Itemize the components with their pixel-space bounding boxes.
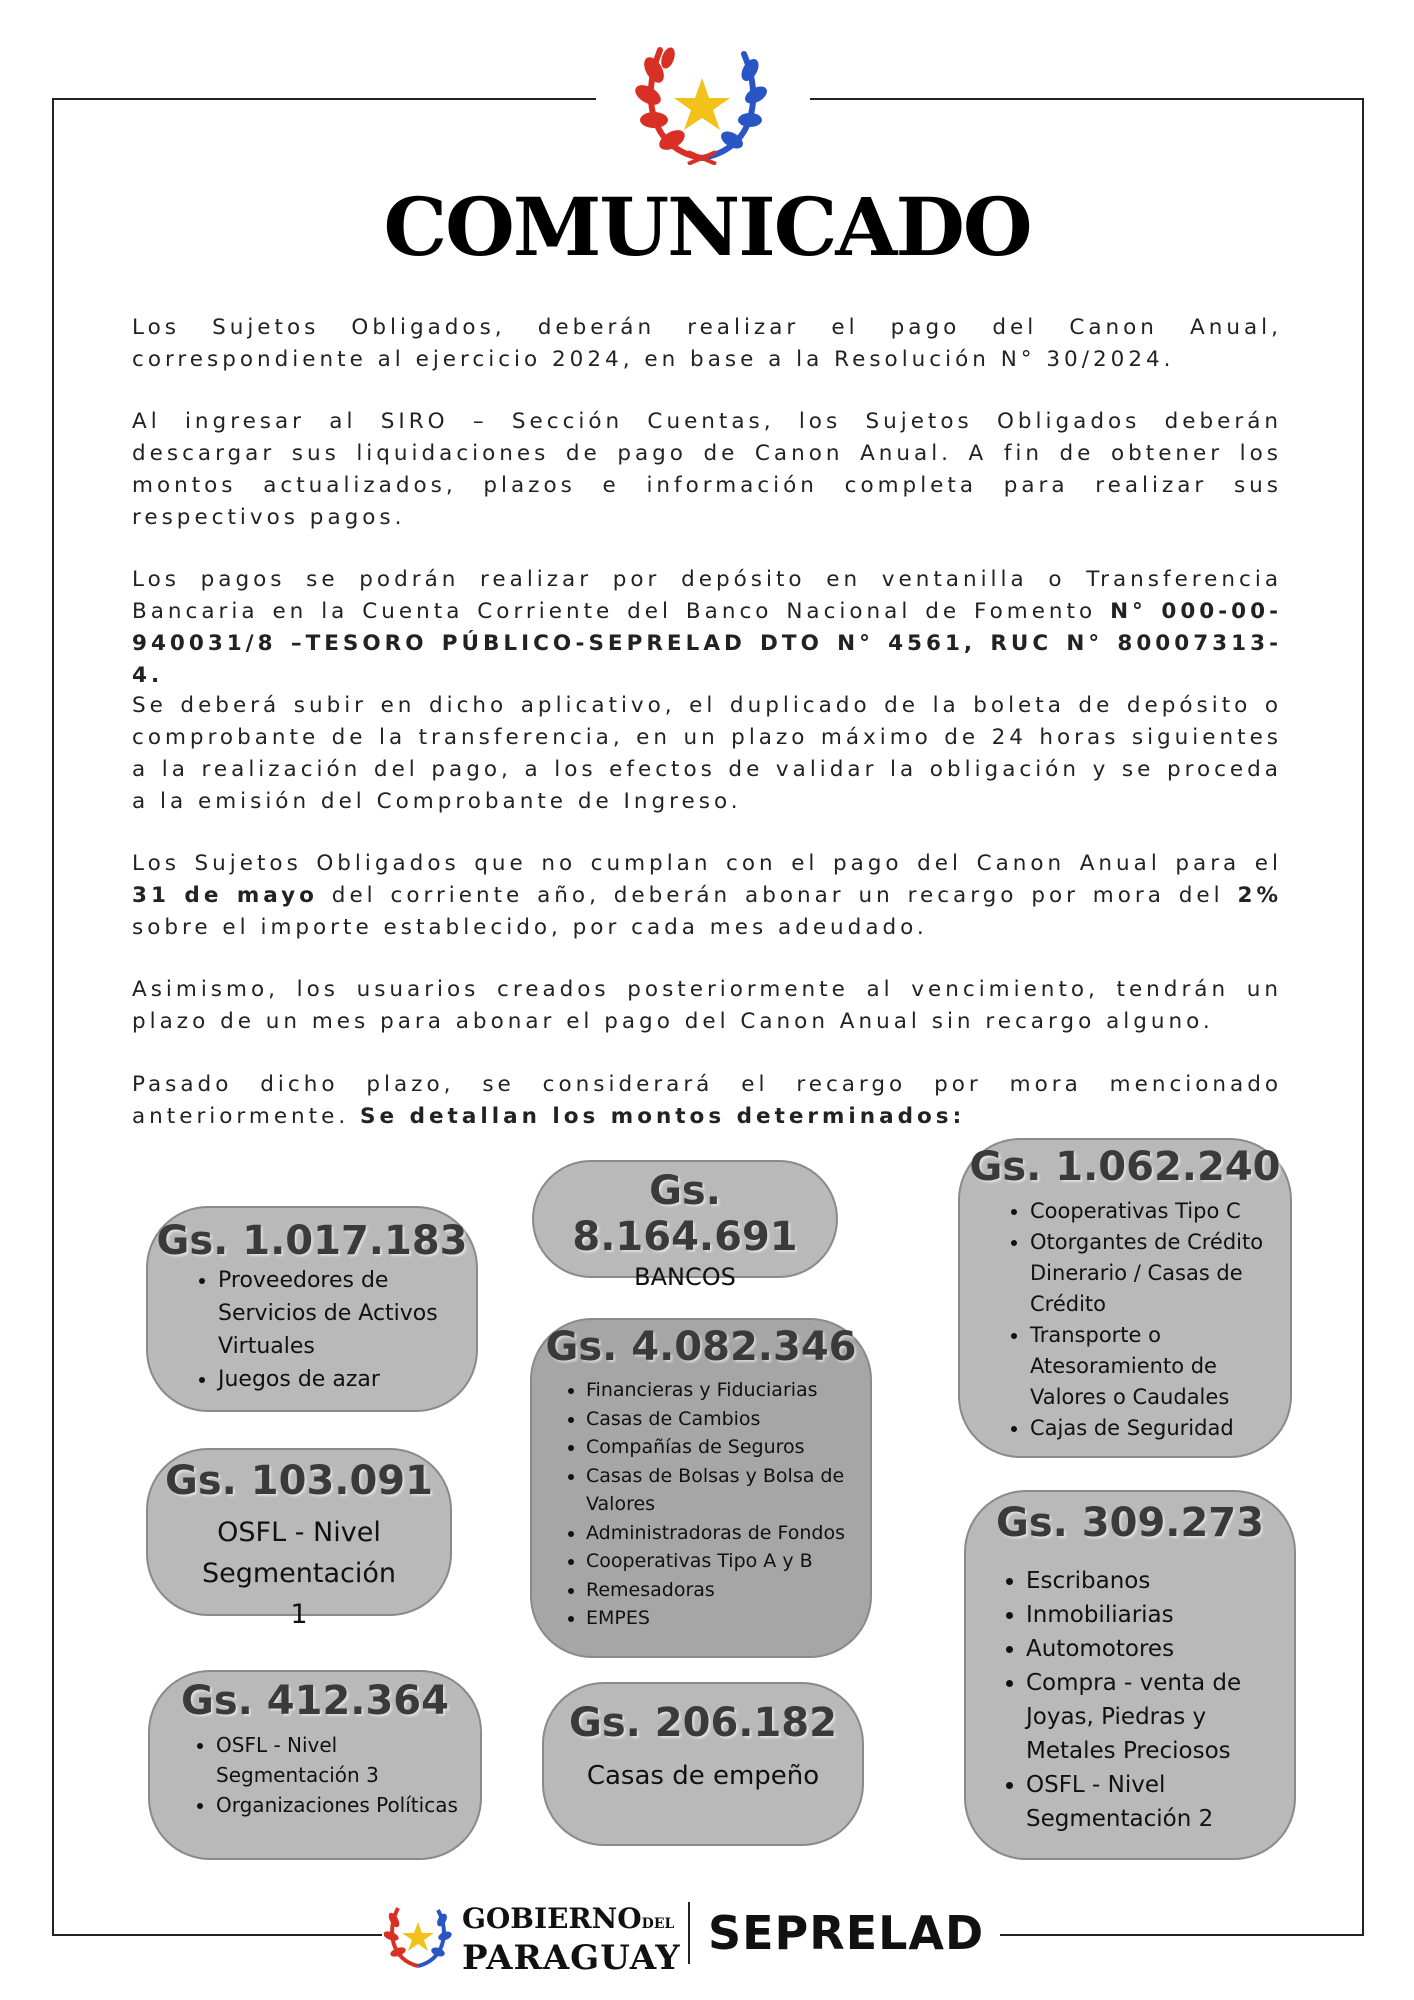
deadline-date: 31 de mayo — [132, 883, 318, 908]
list-item: • EMPES — [586, 1604, 860, 1633]
frame-line — [52, 98, 54, 1934]
account-number: N° 000-00-940031/8 –TESORO PÚBLICO-SEPRELAD DTO N° 4561, RUC N° 80007313-4. — [132, 599, 1283, 688]
list-item: • Escribanos — [1026, 1564, 1282, 1598]
category-list — [148, 1264, 476, 1396]
paragraph — [132, 974, 1282, 1038]
list-item: • Proveedores de Servicios de Activos Virtuales — [218, 1264, 466, 1363]
amount-box — [532, 1160, 838, 1291]
list-item: • Casas de Bolsas y Bolsa de Valores — [586, 1462, 860, 1519]
list-item: • OSFL - Nivel Segmentación 3 — [216, 1730, 470, 1790]
list-item: • Remesadoras — [586, 1576, 860, 1605]
paragraph — [132, 406, 1282, 534]
paragraph — [132, 564, 1282, 692]
list-item: • Automotores — [1026, 1632, 1282, 1666]
category-list — [532, 1376, 870, 1633]
frame-line — [1362, 98, 1364, 1934]
list-item: • Cooperativas Tipo C — [1030, 1196, 1276, 1227]
category-list — [960, 1196, 1290, 1444]
amount-value: Gs. 1.062.240 — [969, 1144, 1281, 1190]
list-item: • Compra - venta de Joyas, Piedras y Metales Preciosos — [1026, 1666, 1282, 1768]
paragraph-text: Se deberá subir en dicho aplicativo, el duplicado de la boleta de depósito o comprobante de la transferencia, en un plazo máximo de 24 horas siguientes a la realización del pago, a los efectos de validar la obligación y se proceda a la emisión del Comprobante de Ingreso. — [132, 693, 1282, 814]
paragraph — [132, 1069, 1282, 1133]
paragraph-span: del corriente año, deberán abonar un recargo por mora del — [317, 883, 1238, 908]
list-item: • Administradoras de Fondos — [586, 1519, 860, 1548]
category-list — [150, 1730, 480, 1820]
amount-box — [542, 1682, 864, 1846]
paragraph — [132, 690, 1282, 818]
list-item: • Transporte o Atesoramiento de Valores o Caudales — [1030, 1320, 1276, 1413]
list-item: • Casas de Cambios — [586, 1405, 860, 1434]
amount-box — [530, 1318, 872, 1658]
paragraph-span: Los pagos se podrán realizar por depósito en ventanilla o Transferencia Bancaria en la Cuenta Corriente del Banco Nacional de Fomento — [132, 567, 1282, 624]
paragraph-span: Pasado dicho plazo, se considerará el recargo por mora mencionado anteriormente. — [132, 1072, 1282, 1129]
list-item: • Inmobiliarias — [1026, 1598, 1282, 1632]
paragraph-text: Los Sujetos Obligados, deberán realizar el pago del Canon Anual, correspondiente al ejercicio 2024, en base a la Resolución N° 30/2024. — [132, 315, 1282, 372]
list-item: • OSFL - Nivel Segmentación 2 — [1026, 1768, 1282, 1836]
list-item: • Compañías de Seguros — [586, 1433, 860, 1462]
list-item: • Cooperativas Tipo A y B — [586, 1547, 860, 1576]
amount-box — [146, 1206, 478, 1412]
paragraph-text: Asimismo, los usuarios creados posteriormente al vencimiento, tendrán un plazo de un mes para abonar el pago del Canon Anual sin recargo alguno. — [132, 977, 1282, 1034]
wordmark-small: DEL — [641, 1916, 675, 1932]
category-label: BANCOS — [634, 1263, 736, 1291]
paragraph-text — [132, 848, 1282, 944]
surcharge-rate: 2% — [1237, 883, 1282, 908]
list-item: • Cajas de Seguridad — [1030, 1413, 1276, 1444]
frame-line — [810, 98, 1364, 100]
amount-box — [958, 1138, 1292, 1458]
frame-line — [52, 1934, 382, 1936]
list-item: • Otorgantes de Crédito Dinerario / Casas de Crédito — [1030, 1227, 1276, 1320]
paragraph — [132, 312, 1282, 376]
category-list — [966, 1564, 1294, 1836]
paragraph-text — [132, 1069, 1282, 1133]
wordmark-line: PARAGUAY — [462, 1938, 681, 1978]
wordmark-line: GOBIERNO — [462, 1902, 642, 1935]
paragraph — [132, 848, 1282, 944]
amount-box — [964, 1490, 1296, 1860]
amount-box — [146, 1448, 452, 1630]
page-title: COMUNICADO — [383, 180, 1031, 274]
paragraph-span: Los Sujetos Obligados que no cumplan con el pago del Canon Anual para el — [132, 851, 1282, 876]
paragraph-text: Al ingresar al SIRO – Sección Cuentas, los Sujetos Obligados deberán descargar sus liquidaciones de pago de Canon Anual. A fin de obtener los montos actualizados, plazos e información completa para realizar sus respectivos pagos. — [132, 409, 1282, 530]
list-item: • Organizaciones Políticas — [216, 1790, 470, 1820]
government-wordmark — [462, 1902, 681, 1978]
government-emblem-icon — [384, 1902, 452, 1970]
paragraph-span: Se detallan los montos determinados: — [360, 1104, 966, 1129]
amount-value: Gs. 309.273 — [996, 1500, 1264, 1546]
divider — [688, 1902, 690, 1964]
frame-line — [1000, 1934, 1364, 1936]
frame-line — [52, 98, 596, 100]
amount-value: Gs. 412.364 — [181, 1678, 449, 1724]
agency-logo-text: SEPRELAD — [708, 1906, 985, 1960]
paragraph-text — [132, 564, 1282, 692]
amount-value: Gs. 103.091 — [165, 1458, 433, 1504]
amount-value: Gs. 1.017.183 — [156, 1218, 468, 1264]
amount-value: Gs. 8.164.691 — [572, 1168, 798, 1260]
amount-value: Gs. 206.182 — [569, 1700, 837, 1746]
list-item: • Financieras y Fiduciarias — [586, 1376, 860, 1405]
category-label: Casas de empeño — [586, 1761, 820, 1791]
amount-box — [148, 1670, 482, 1860]
amount-value: Gs. 4.082.346 — [545, 1324, 857, 1370]
national-emblem-icon — [632, 40, 772, 165]
paragraph-span: sobre el importe establecido, por cada mes adeudado. — [132, 915, 928, 940]
list-item: • Juegos de azar — [218, 1363, 466, 1396]
category-label: OSFL - Nivel Segmentación 1 — [201, 1517, 397, 1630]
